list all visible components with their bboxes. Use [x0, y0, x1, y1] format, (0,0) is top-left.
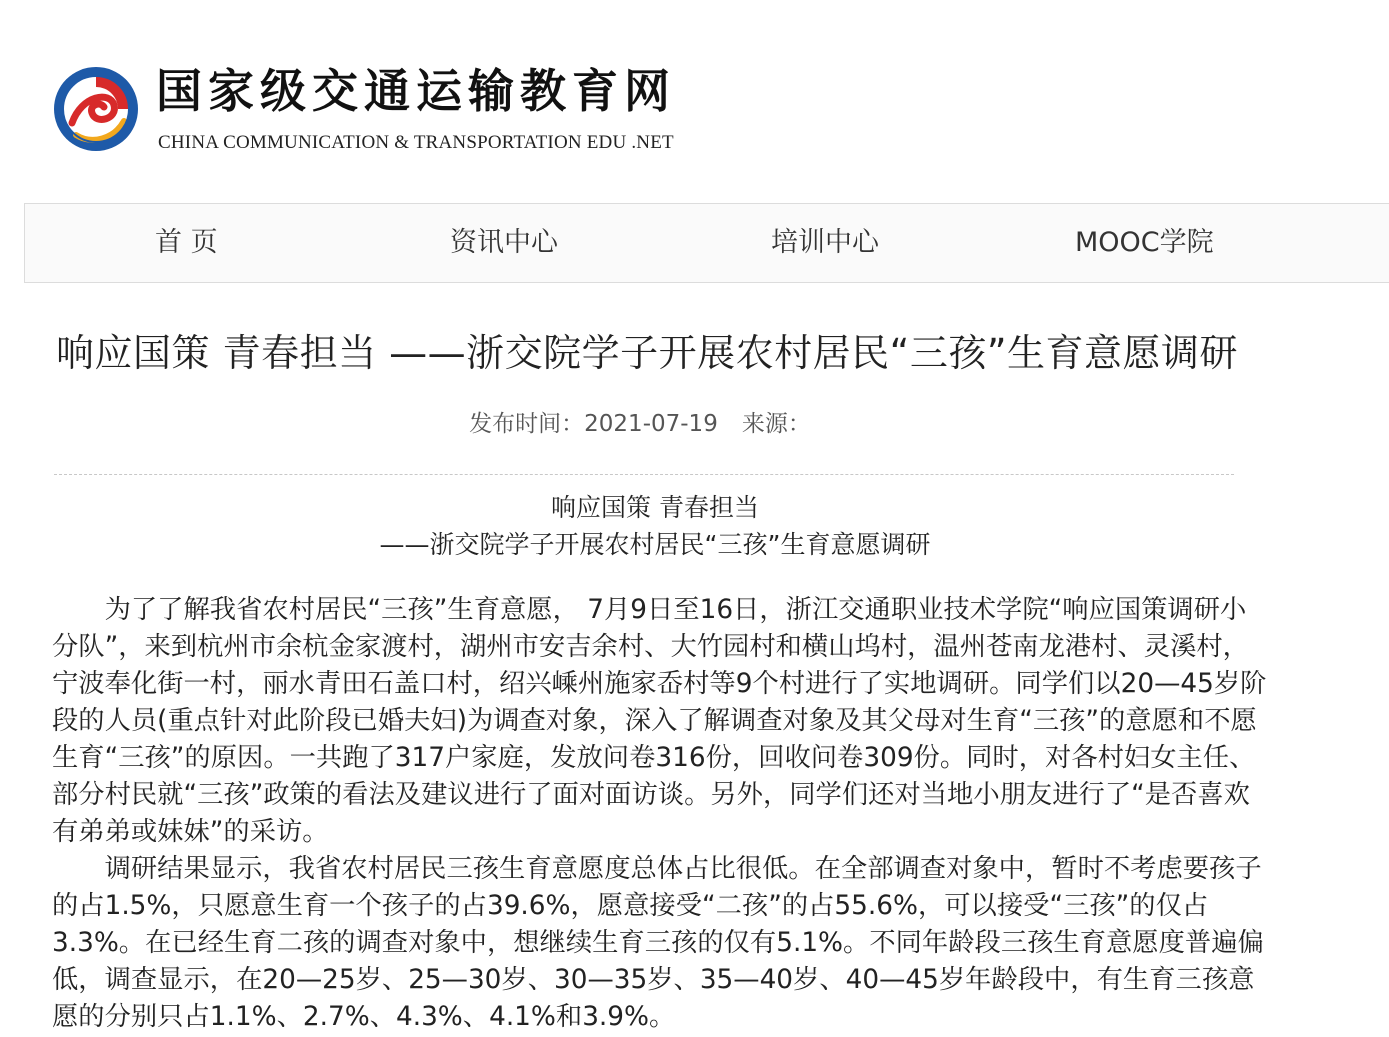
- main-nav: [24, 203, 1389, 283]
- nav-item-mooc[interactable]: MOOC学院: [1075, 227, 1214, 258]
- article-source: 来源：: [741, 411, 811, 437]
- logo-english-text: CHINA COMMUNICATION & TRANSPORTATION EDU .NET: [158, 132, 674, 153]
- article-subtitle-line2: ——浙交院学子开展农村居民“三孩”生育意愿调研: [379, 530, 931, 559]
- article-subtitle-line1: 响应国策 青春担当: [551, 493, 759, 522]
- logo-chinese-text: 国家级交通运输教育网: [156, 64, 676, 118]
- site-header: [52, 60, 752, 160]
- logo-emblem-icon: [52, 65, 140, 153]
- nav-item-training[interactable]: 培训中心: [771, 227, 879, 258]
- article-body: [52, 592, 1267, 1036]
- publish-time: 发布时间：2021-07-19: [469, 411, 718, 437]
- nav-item-news[interactable]: 资讯中心: [450, 227, 558, 258]
- article-title: 响应国策 青春担当 ——浙交院学子开展农村居民“三孩”生育意愿调研: [56, 331, 1239, 375]
- divider: [54, 474, 1234, 475]
- article-paragraph: 调研结果显示，我省农村居民三孩生育意愿度总体占比很低。在全部调查对象中，暂时不考虑要孩子的占1.5%，只愿意生育一个孩子的占39.6%，愿意接受“二孩”的占55.6%，可以接受“三孩”的仅占3.3%。在已经生育二孩的调查对象中，想继续生育三孩的仅有5.1%。不同年龄段三孩生育意愿度普遍偏低，调查显示，在20—25岁、25—30岁、30—35岁、35—40岁、40—45岁年龄段中，有生育三孩意愿的分别只占1.1%、2.7%、4.3%、4.1%和3.9%。: [52, 854, 1264, 1032]
- article-paragraph: 为了了解我省农村居民“三孩”生育意愿， 7月9日至16日，浙江交通职业技术学院“响应国策调研小分队”，来到杭州市余杭金家渡村，湖州市安吉余村、大竹园村和横山坞村，温州苍南龙港村、灵溪村，宁波奉化街一村，丽水青田石盖口村，绍兴嵊州施家岙村等9个村进行了实地调研。同学们以20—45岁阶段的人员(重点针对此阶段已婚夫妇)为调查对象，深入了解调查对象及其父母对生育“三孩”的意愿和不愿生育“三孩”的原因。一共跑了317户家庭，发放问卷316份，回收问卷309份。同时，对各村妇女主任、部分村民就“三孩”政策的看法及建议进行了面对面访谈。另外，同学们还对当地小朋友进行了“是否喜欢有弟弟或妹妹”的采访。: [52, 595, 1267, 847]
- article-meta: [0, 405, 1280, 438]
- nav-item-home[interactable]: 首 页: [155, 227, 218, 258]
